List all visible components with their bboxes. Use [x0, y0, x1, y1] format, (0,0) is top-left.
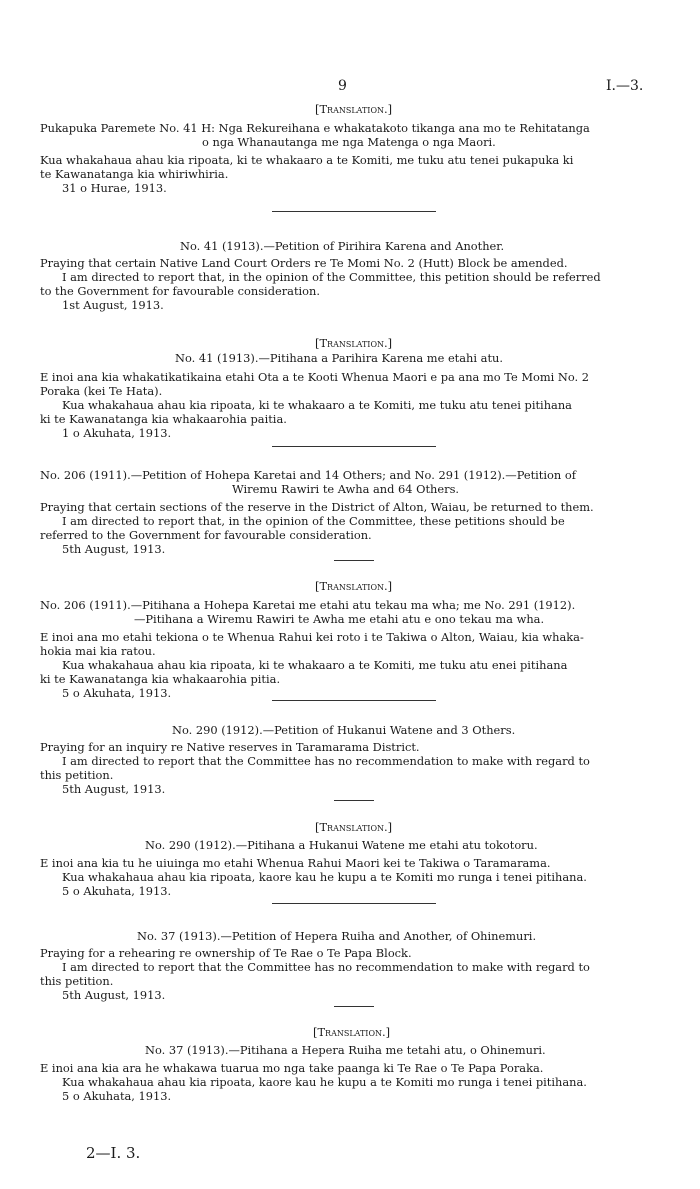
section-title: Pukapuka Paremete No. 41 H: Nga Rekureihana e whakatakoto tikanga ana mo te Rehitatanga — [40, 121, 590, 135]
section-title: No. 290 (1912).—Petition of Hukanui Watene and 3 Others. — [172, 723, 516, 737]
section-body: I am directed to report that, in the opinion of the Committee, this petition should be referred — [62, 270, 601, 284]
divider — [334, 560, 374, 561]
section-body: this petition. — [40, 768, 114, 782]
section-body: E inoi ana kia tu he uiuinga mo etahi Whenua Rahui Maori kei te Takiwa o Taramarama. — [40, 856, 551, 870]
section-body: Poraka (kei Te Hata). — [40, 384, 163, 398]
section-body: E inoi ana kia whakatikatikaina etahi Ota a te Kooti Whenua Maori e pa ana mo Te Momi No. 2 — [40, 370, 590, 384]
section-date: 1st August, 1913. — [62, 298, 164, 312]
section-body: te Kawanatanga kia whiriwhiria. — [40, 167, 229, 181]
section-body: Praying that certain sections of the reserve in the District of Alton, Waiau, be returned to them. — [40, 500, 594, 514]
section-body: E inoi ana mo etahi tekiona o te Whenua Rahui kei roto i te Takiwa o Alton, Waiau, kia whaka- — [40, 630, 584, 644]
section-body: hokia mai kia ratou. — [40, 644, 156, 658]
page-number: 9 — [338, 78, 347, 94]
signature-mark: 2—I. 3. — [86, 1144, 141, 1162]
section-title: No. 41 (1913).—Petition of Pirihira Karena and Another. — [180, 239, 505, 253]
section-date: 5th August, 1913. — [62, 782, 166, 796]
section-body: referred to the Government for favourable consideration. — [40, 528, 372, 542]
section-body: this petition. — [40, 974, 114, 988]
section-date: 1 o Akuhata, 1913. — [62, 426, 172, 440]
translation-label: [Translation.] — [315, 102, 393, 116]
section-title: No. 206 (1911).—Petition of Hohepa Karetai and 14 Others; and No. 291 (1912).—Petition of — [40, 468, 576, 482]
section-date: 5 o Akuhata, 1913. — [62, 1089, 172, 1103]
section-body: I am directed to report that, in the opinion of the Committee, these petitions should be — [62, 514, 565, 528]
translation-label: [Translation.] — [315, 820, 393, 834]
section-title-cont: o nga Whanautanga me nga Matenga o nga Maori. — [202, 135, 496, 149]
section-body: Kua whakahaua ahau kia ripoata, kaore kau he kupu a te Komiti mo runga i tenei pitihana. — [62, 1075, 587, 1089]
section-date: 5 o Akuhata, 1913. — [62, 884, 172, 898]
translation-label: [Translation.] — [315, 579, 393, 593]
translation-label: [Translation.] — [313, 1025, 391, 1039]
section-title-cont: —Pitihana a Wiremu Rawiri te Awha me etahi atu e ono tekau ma wha. — [134, 612, 545, 626]
section-body: ki te Kawanatanga kia whakaarohia pitia. — [40, 672, 281, 686]
section-date: 5th August, 1913. — [62, 542, 166, 556]
divider — [334, 800, 374, 801]
section-body: I am directed to report that the Committee has no recommendation to make with regard to — [62, 960, 590, 974]
section-body: Kua whakahaua ahau kia ripoata, ki te whakaaro a te Komiti, me tuku atu tenei pitihana — [62, 398, 572, 412]
section-title-cont: Wiremu Rawiri te Awha and 64 Others. — [232, 482, 460, 496]
divider — [272, 700, 436, 701]
section-date: 5 o Akuhata, 1913. — [62, 686, 172, 700]
section-body: Praying that certain Native Land Court Orders re Te Momi No. 2 (Hutt) Block be amended. — [40, 256, 568, 270]
section-body: Praying for a rehearing re ownership of Te Rae o Te Papa Block. — [40, 946, 412, 960]
document-reference: I.—3. — [606, 78, 644, 94]
translation-label: [Translation.] — [315, 336, 393, 350]
divider — [272, 211, 436, 212]
section-title: No. 206 (1911).—Pitihana a Hohepa Karetai me etahi atu tekau ma wha; me No. 291 (1912). — [40, 598, 576, 612]
divider — [334, 1006, 374, 1007]
section-body: ki te Kawanatanga kia whakaarohia paitia. — [40, 412, 287, 426]
section-date: 31 o Hurae, 1913. — [62, 181, 167, 195]
section-body: Kua whakahaua ahau kia ripoata, ki te whakaaro a te Komiti, me tuku atu enei pitihana — [62, 658, 568, 672]
section-title: No. 37 (1913).—Pitihana a Hepera Ruiha me tetahi atu, o Ohinemuri. — [145, 1043, 546, 1057]
divider — [272, 446, 436, 447]
section-title: No. 41 (1913).—Pitihana a Parihira Karena me etahi atu. — [175, 351, 503, 365]
section-body: Kua whakahaua ahau kia ripoata, ki te whakaaro a te Komiti, me tuku atu tenei pukapuka ki — [40, 153, 574, 167]
section-body: Praying for an inquiry re Native reserves in Taramarama District. — [40, 740, 420, 754]
section-body: E inoi ana kia ara he whakawa tuarua mo nga take paanga ki Te Rae o Te Papa Poraka. — [40, 1061, 544, 1075]
section-body: I am directed to report that the Committee has no recommendation to make with regard to — [62, 754, 590, 768]
section-title: No. 37 (1913).—Petition of Hepera Ruiha and Another, of Ohinemuri. — [137, 929, 537, 943]
divider — [272, 903, 436, 904]
section-body: to the Government for favourable consideration. — [40, 284, 320, 298]
section-title: No. 290 (1912).—Pitihana a Hukanui Watene me etahi atu tokotoru. — [145, 838, 538, 852]
section-date: 5th August, 1913. — [62, 988, 166, 1002]
section-body: Kua whakahaua ahau kia ripoata, kaore kau he kupu a te Komiti mo runga i tenei pitihana. — [62, 870, 587, 884]
